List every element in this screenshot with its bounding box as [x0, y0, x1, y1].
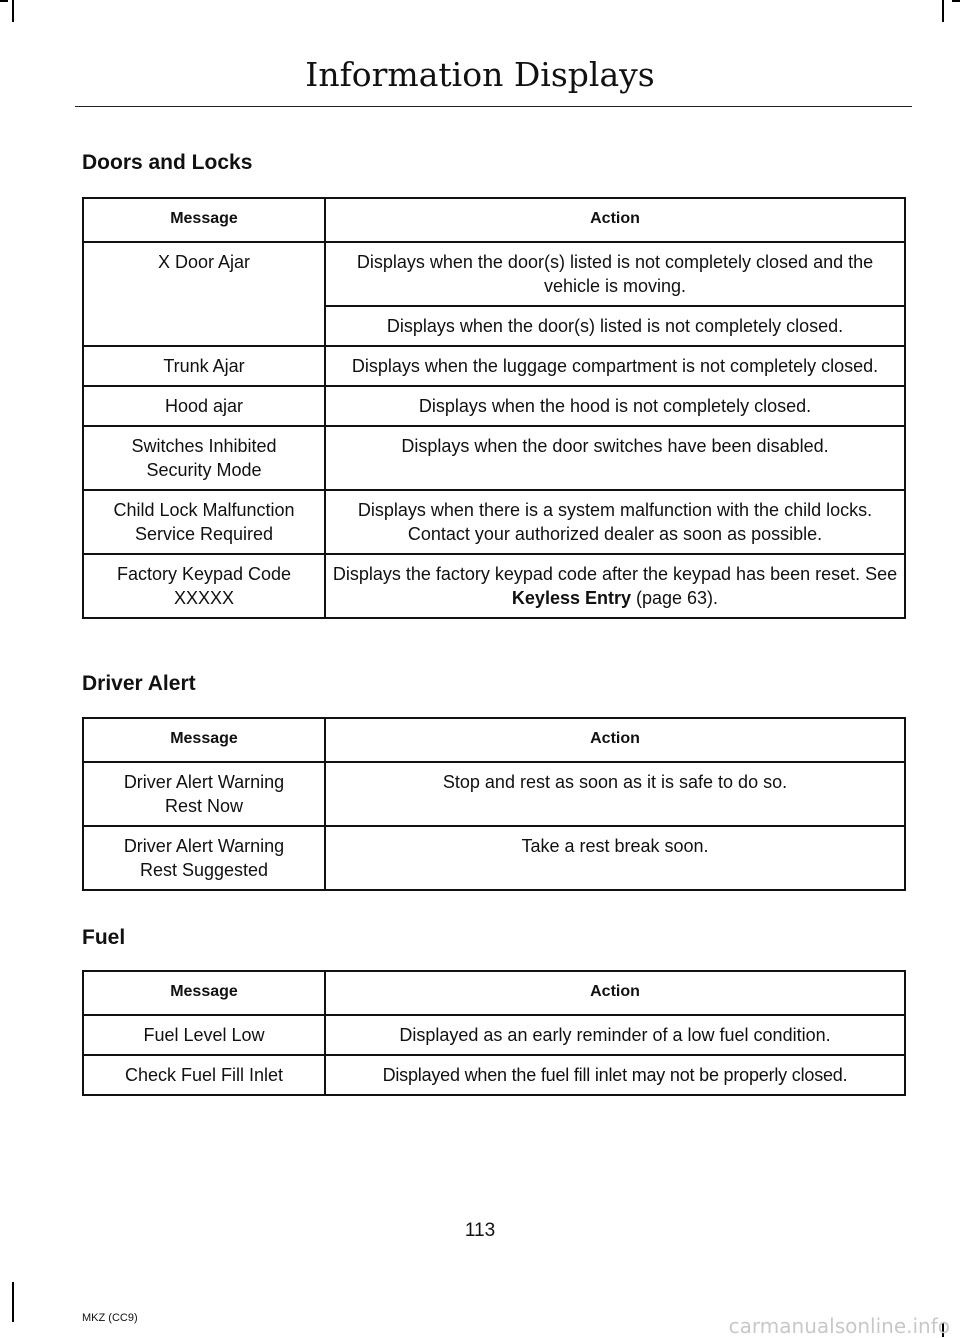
table-header-row [83, 718, 905, 762]
column-header-message: Message [83, 718, 325, 762]
action-text: Displays the factory keypad code after the keypad has been reset. See [332, 564, 898, 584]
message-cell [83, 426, 325, 490]
table-row [83, 554, 905, 618]
section-heading-doors-locks: Doors and Locks [82, 151, 253, 174]
message-line: Rest Suggested [139, 860, 269, 880]
message-line: Driver Alert Warning [123, 836, 285, 856]
message-cell [83, 490, 325, 554]
keyless-entry-link[interactable]: Keyless Entry [511, 588, 631, 608]
table-row [83, 1055, 905, 1095]
column-header-message: Message [83, 971, 325, 1015]
table-row [83, 242, 905, 306]
table-row [83, 762, 905, 826]
message-line: Switches Inhibited [131, 436, 277, 456]
crop-mark [0, 0, 8, 2]
message-line: Rest Now [164, 796, 244, 816]
message-cell [83, 762, 325, 826]
header-divider [75, 106, 912, 107]
section-heading-fuel: Fuel [82, 926, 126, 949]
action-cell: Displays when the luggage compartment is not completely closed. [325, 346, 905, 386]
action-cell: Displayed when the fuel fill inlet may not be properly closed. [325, 1055, 905, 1095]
message-cell [83, 826, 325, 890]
watermark: carmanualsonline.info [728, 1314, 950, 1338]
column-header-action: Action [325, 198, 905, 242]
message-line: Factory Keypad Code [116, 564, 292, 584]
message-cell: Trunk Ajar [83, 346, 325, 386]
table-row [83, 1015, 905, 1055]
message-line: Child Lock Malfunction [113, 500, 295, 520]
message-line: Service Required [134, 524, 274, 544]
column-header-action: Action [325, 718, 905, 762]
table-header-row [83, 198, 905, 242]
doors-locks-table [82, 197, 906, 619]
action-cell [325, 554, 905, 618]
crop-mark [12, 1282, 14, 1322]
table-header-row [83, 971, 905, 1015]
section-heading-driver-alert: Driver Alert [82, 672, 196, 695]
action-cell: Displays when there is a system malfunction with the child locks. Contact your authorized dealer as soon as possible. [325, 490, 905, 554]
table-row [83, 346, 905, 386]
action-cell: Take a rest break soon. [325, 826, 905, 890]
model-code: MKZ (CC9) [82, 1312, 138, 1324]
message-cell: Hood ajar [83, 386, 325, 426]
crop-mark [952, 0, 960, 2]
table-row [83, 826, 905, 890]
message-line: XXXXX [173, 588, 235, 608]
table-row [83, 490, 905, 554]
action-cell: Displayed as an early reminder of a low fuel condition. [325, 1015, 905, 1055]
action-cell: Stop and rest as soon as it is safe to do so. [325, 762, 905, 826]
column-header-action: Action [325, 971, 905, 1015]
action-cell: Displays when the hood is not completely closed. [325, 386, 905, 426]
message-cell: X Door Ajar [83, 242, 325, 346]
action-cell: Displays when the door switches have been disabled. [325, 426, 905, 490]
page-number: 113 [464, 1220, 496, 1241]
message-cell: Fuel Level Low [83, 1015, 325, 1055]
crop-mark [12, 0, 14, 22]
column-header-message: Message [83, 198, 325, 242]
action-cell: Displays when the door(s) listed is not completely closed and the vehicle is moving. [325, 242, 905, 306]
action-cell: Displays when the door(s) listed is not completely closed. [325, 306, 905, 346]
driver-alert-table [82, 717, 906, 891]
page-title: Information Displays [305, 55, 655, 94]
message-line: Security Mode [146, 460, 262, 480]
message-cell: Check Fuel Fill Inlet [83, 1055, 325, 1095]
table-row [83, 426, 905, 490]
fuel-table [82, 970, 906, 1096]
page-reference: (page 63). [631, 588, 719, 608]
table-row [83, 386, 905, 426]
message-line: Driver Alert Warning [123, 772, 285, 792]
message-cell [83, 554, 325, 618]
crop-mark [942, 0, 944, 22]
